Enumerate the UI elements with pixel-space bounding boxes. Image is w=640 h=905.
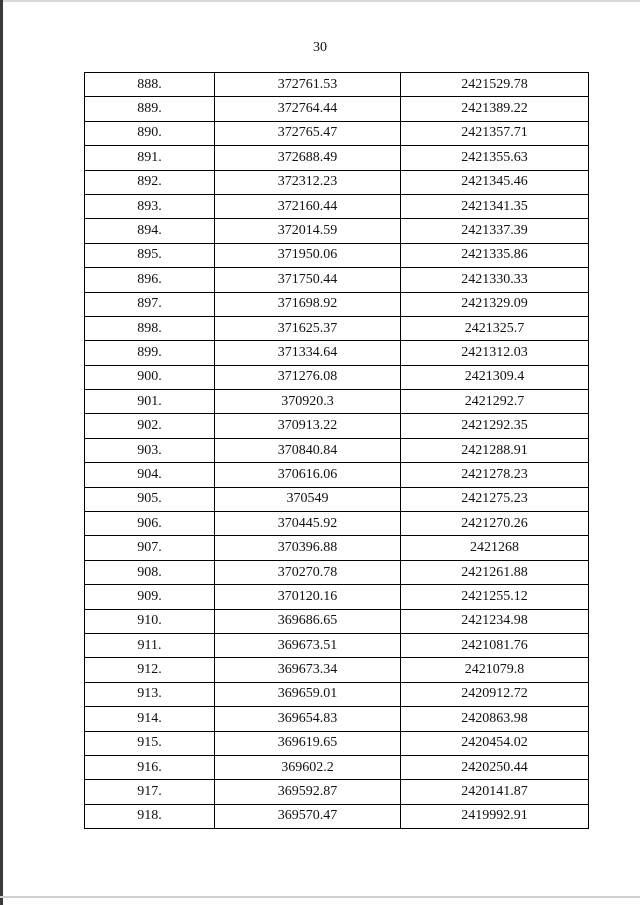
point-number-cell: 891. <box>85 146 215 170</box>
table-row <box>85 512 589 536</box>
x-coordinate-cell: 372312.23 <box>215 170 401 194</box>
table-row <box>85 365 589 389</box>
point-number-cell: 906. <box>85 512 215 536</box>
x-coordinate-cell: 369619.65 <box>215 731 401 755</box>
table-row <box>85 219 589 243</box>
x-coordinate-cell: 369570.47 <box>215 804 401 828</box>
y-coordinate-cell: 2421278.23 <box>401 463 589 487</box>
scan-edge-top <box>0 0 640 2</box>
table-row <box>85 194 589 218</box>
x-coordinate-cell: 371625.37 <box>215 316 401 340</box>
y-coordinate-cell: 2421275.23 <box>401 487 589 511</box>
y-coordinate-cell: 2421268 <box>401 536 589 560</box>
y-coordinate-cell: 2421389.22 <box>401 97 589 121</box>
x-coordinate-cell: 370913.22 <box>215 414 401 438</box>
y-coordinate-cell: 2421288.91 <box>401 438 589 462</box>
x-coordinate-cell: 371276.08 <box>215 365 401 389</box>
y-coordinate-cell: 2421292.7 <box>401 390 589 414</box>
y-coordinate-cell: 2421270.26 <box>401 512 589 536</box>
x-coordinate-cell: 369659.01 <box>215 682 401 706</box>
x-coordinate-cell: 371334.64 <box>215 341 401 365</box>
y-coordinate-cell: 2421341.35 <box>401 194 589 218</box>
x-coordinate-cell: 372764.44 <box>215 97 401 121</box>
table-row <box>85 755 589 779</box>
y-coordinate-cell: 2421325.7 <box>401 316 589 340</box>
x-coordinate-cell: 370616.06 <box>215 463 401 487</box>
y-coordinate-cell: 2421329.09 <box>401 292 589 316</box>
point-number-cell: 897. <box>85 292 215 316</box>
x-coordinate-cell: 370549 <box>215 487 401 511</box>
table-row <box>85 658 589 682</box>
x-coordinate-cell: 369602.2 <box>215 755 401 779</box>
table-row <box>85 390 589 414</box>
table-row <box>85 682 589 706</box>
point-number-cell: 918. <box>85 804 215 828</box>
point-number-cell: 893. <box>85 194 215 218</box>
x-coordinate-cell: 372688.49 <box>215 146 401 170</box>
table-row <box>85 73 589 97</box>
table-row <box>85 560 589 584</box>
x-coordinate-cell: 370120.16 <box>215 585 401 609</box>
table-row <box>85 292 589 316</box>
point-number-cell: 898. <box>85 316 215 340</box>
x-coordinate-cell: 372160.44 <box>215 194 401 218</box>
y-coordinate-cell: 2420863.98 <box>401 707 589 731</box>
table-row <box>85 97 589 121</box>
point-number-cell: 904. <box>85 463 215 487</box>
table-row <box>85 146 589 170</box>
point-number-cell: 901. <box>85 390 215 414</box>
x-coordinate-cell: 371950.06 <box>215 243 401 267</box>
table-row <box>85 487 589 511</box>
table-row <box>85 121 589 145</box>
table-row <box>85 463 589 487</box>
table-row <box>85 243 589 267</box>
table-row <box>85 341 589 365</box>
point-number-cell: 900. <box>85 365 215 389</box>
y-coordinate-cell: 2421335.86 <box>401 243 589 267</box>
table-row <box>85 707 589 731</box>
page-number: 30 <box>313 40 327 55</box>
table-row <box>85 268 589 292</box>
y-coordinate-cell: 2421081.76 <box>401 633 589 657</box>
y-coordinate-cell: 2421357.71 <box>401 121 589 145</box>
point-number-cell: 917. <box>85 780 215 804</box>
x-coordinate-cell: 369673.51 <box>215 633 401 657</box>
point-number-cell: 890. <box>85 121 215 145</box>
scan-edge-left <box>0 0 3 905</box>
y-coordinate-cell: 2419992.91 <box>401 804 589 828</box>
y-coordinate-cell: 2421345.46 <box>401 170 589 194</box>
table-row <box>85 633 589 657</box>
point-number-cell: 895. <box>85 243 215 267</box>
y-coordinate-cell: 2421330.33 <box>401 268 589 292</box>
point-number-cell: 914. <box>85 707 215 731</box>
x-coordinate-cell: 369673.34 <box>215 658 401 682</box>
x-coordinate-cell: 370270.78 <box>215 560 401 584</box>
y-coordinate-cell: 2421309.4 <box>401 365 589 389</box>
y-coordinate-cell: 2421255.12 <box>401 585 589 609</box>
point-number-cell: 912. <box>85 658 215 682</box>
table-row <box>85 731 589 755</box>
point-number-cell: 888. <box>85 73 215 97</box>
y-coordinate-cell: 2421312.03 <box>401 341 589 365</box>
point-number-cell: 896. <box>85 268 215 292</box>
table-row <box>85 316 589 340</box>
coordinates-table-body <box>85 73 589 829</box>
x-coordinate-cell: 369686.65 <box>215 609 401 633</box>
point-number-cell: 915. <box>85 731 215 755</box>
point-number-cell: 894. <box>85 219 215 243</box>
point-number-cell: 902. <box>85 414 215 438</box>
point-number-cell: 907. <box>85 536 215 560</box>
point-number-cell: 913. <box>85 682 215 706</box>
y-coordinate-cell: 2421292.35 <box>401 414 589 438</box>
x-coordinate-cell: 369592.87 <box>215 780 401 804</box>
x-coordinate-cell: 371750.44 <box>215 268 401 292</box>
y-coordinate-cell: 2421355.63 <box>401 146 589 170</box>
coordinates-table <box>84 72 589 829</box>
y-coordinate-cell: 2420141.87 <box>401 780 589 804</box>
point-number-cell: 903. <box>85 438 215 462</box>
x-coordinate-cell: 372765.47 <box>215 121 401 145</box>
point-number-cell: 916. <box>85 755 215 779</box>
x-coordinate-cell: 369654.83 <box>215 707 401 731</box>
table-row <box>85 804 589 828</box>
y-coordinate-cell: 2421261.88 <box>401 560 589 584</box>
x-coordinate-cell: 372761.53 <box>215 73 401 97</box>
x-coordinate-cell: 370396.88 <box>215 536 401 560</box>
table-row <box>85 780 589 804</box>
point-number-cell: 909. <box>85 585 215 609</box>
y-coordinate-cell: 2421529.78 <box>401 73 589 97</box>
y-coordinate-cell: 2421079.8 <box>401 658 589 682</box>
point-number-cell: 899. <box>85 341 215 365</box>
x-coordinate-cell: 370445.92 <box>215 512 401 536</box>
y-coordinate-cell: 2420912.72 <box>401 682 589 706</box>
table-row <box>85 438 589 462</box>
point-number-cell: 892. <box>85 170 215 194</box>
table-row <box>85 585 589 609</box>
table-row <box>85 414 589 438</box>
table-row <box>85 170 589 194</box>
table-row <box>85 609 589 633</box>
point-number-cell: 889. <box>85 97 215 121</box>
point-number-cell: 905. <box>85 487 215 511</box>
y-coordinate-cell: 2420454.02 <box>401 731 589 755</box>
point-number-cell: 908. <box>85 560 215 584</box>
table-row <box>85 536 589 560</box>
point-number-cell: 910. <box>85 609 215 633</box>
y-coordinate-cell: 2420250.44 <box>401 755 589 779</box>
x-coordinate-cell: 370840.84 <box>215 438 401 462</box>
x-coordinate-cell: 370920.3 <box>215 390 401 414</box>
y-coordinate-cell: 2421234.98 <box>401 609 589 633</box>
x-coordinate-cell: 371698.92 <box>215 292 401 316</box>
x-coordinate-cell: 372014.59 <box>215 219 401 243</box>
scan-edge-bottom <box>0 896 640 898</box>
y-coordinate-cell: 2421337.39 <box>401 219 589 243</box>
point-number-cell: 911. <box>85 633 215 657</box>
